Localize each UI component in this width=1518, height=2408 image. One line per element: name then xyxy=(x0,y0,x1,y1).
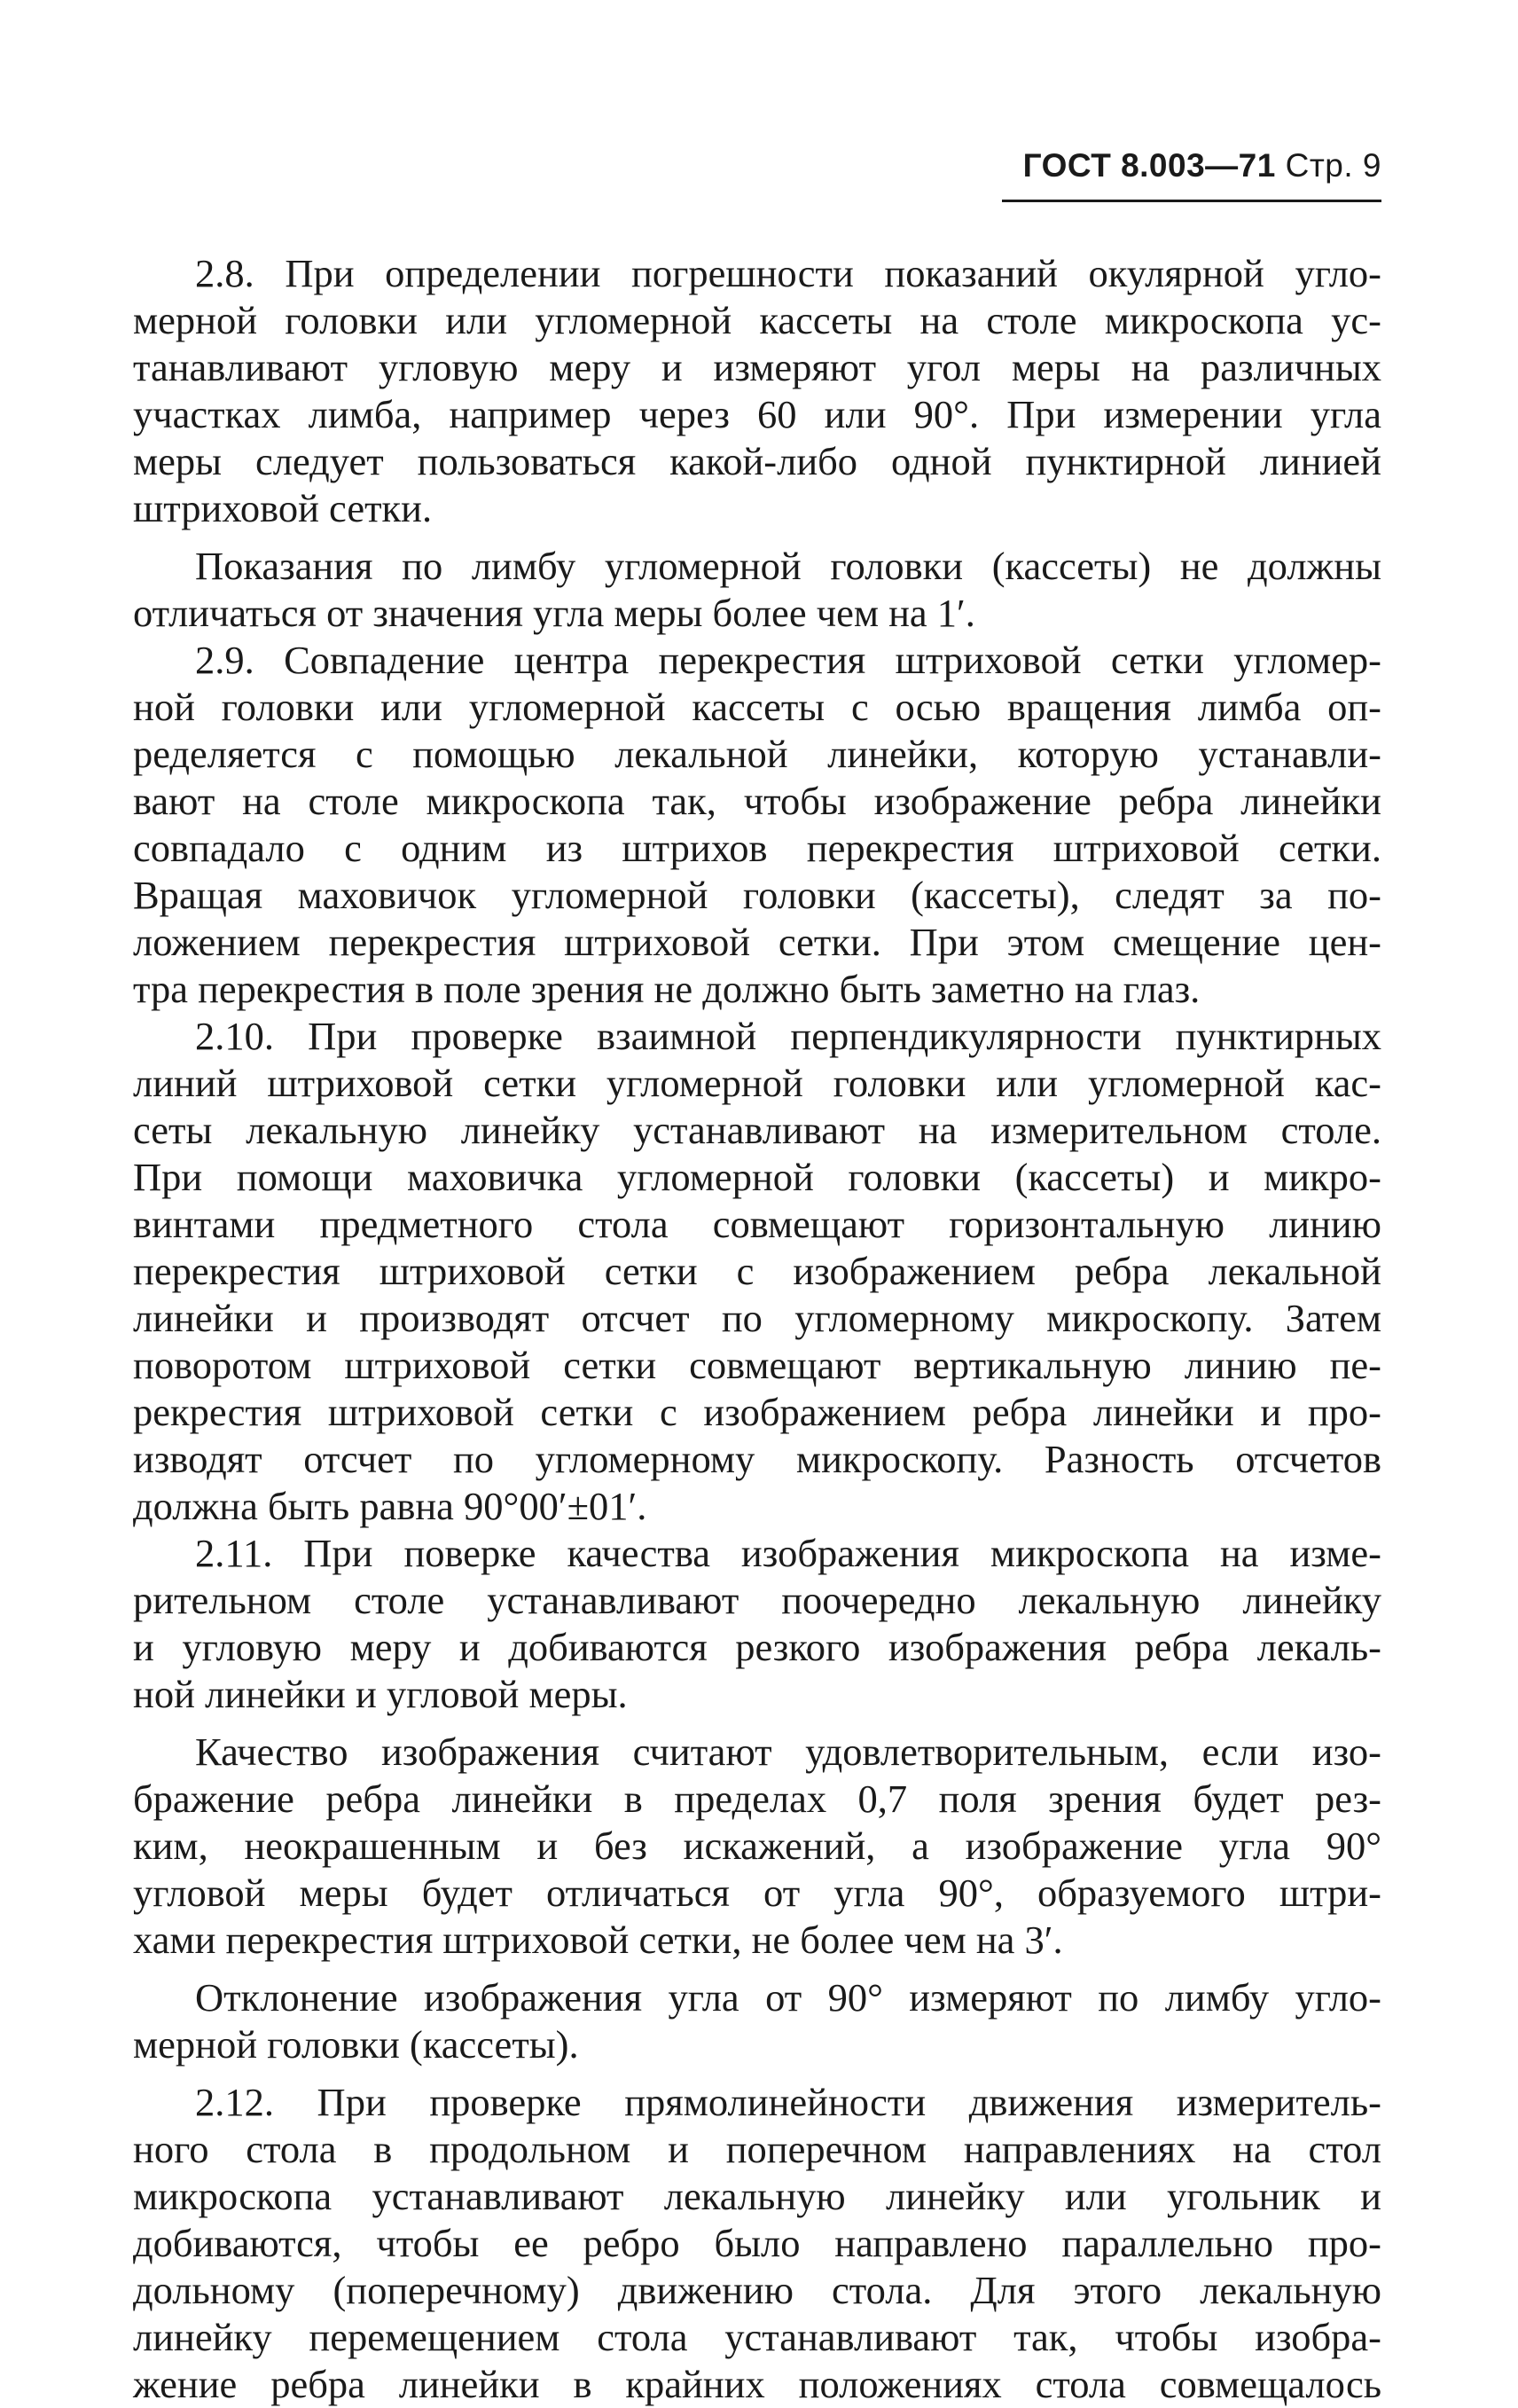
document-body xyxy=(133,250,1381,2408)
text-line: должна быть равна 90°00′±01′. xyxy=(133,1484,647,1528)
text-line: поворотом штриховой сетки совмещают вертикальную линию пе- xyxy=(133,1343,1381,1387)
paragraph-2-12 xyxy=(133,2079,1381,2408)
text-line: винтами предметного стола совмещают горизонтальную линию xyxy=(133,1202,1381,1246)
text-line: ного стола в продольном и поперечном направлениях на стол xyxy=(133,2127,1381,2171)
text-line: ким, неокрашенным и без искажений, а изображение угла 90° xyxy=(133,1824,1381,1868)
text-line: линий штриховой сетки угломерной головки или угломерной кас- xyxy=(133,1061,1381,1105)
paragraph-2-11 xyxy=(133,1530,1381,1718)
text-line: и угловую меру и добиваются резкого изображения ребра лекаль- xyxy=(133,1625,1381,1669)
page-number: Стр. 9 xyxy=(1285,147,1381,184)
text-line: сеты лекальную линейку устанавливают на измерительном столе. xyxy=(133,1108,1381,1152)
page-header xyxy=(1002,149,1381,182)
paragraph-2-9 xyxy=(133,637,1381,1013)
text-line: 2.10. При проверке взаимной перпендикулярности пунктирных xyxy=(195,1014,1381,1058)
text-line: ной линейки и угловой меры. xyxy=(133,1672,628,1716)
text-line: линейки и производят отсчет по угломерному микроскопу. Затем xyxy=(133,1296,1381,1340)
text-line: жение ребра линейки в крайних положениях стола совмещалось xyxy=(133,2362,1381,2406)
paragraph-quality xyxy=(133,1729,1381,1964)
paragraph-deviation xyxy=(133,1974,1381,2068)
text-line: ложением перекрестия штриховой сетки. При этом смещение цен- xyxy=(133,920,1381,964)
text-line: Показания по лимбу угломерной головки (кассеты) не должны xyxy=(195,544,1381,588)
text-line: ределяется с помощью лекальной линейки, которую устанавли- xyxy=(133,732,1381,776)
text-line: вают на столе микроскопа так, чтобы изображение ребра линейки xyxy=(133,779,1381,823)
text-line: тра перекрестия в поле зрения не должно быть заметно на глаз. xyxy=(133,967,1201,1011)
text-line: штриховой сетки. xyxy=(133,486,433,530)
paragraph-2-8 xyxy=(133,250,1381,532)
text-line: Вращая маховичок угломерной головки (кассеты), следят за по- xyxy=(133,873,1381,917)
text-line: рекрестия штриховой сетки с изображением ребра линейки и про- xyxy=(133,1390,1381,1434)
text-line: Отклонение изображения угла от 90° измеряют по лимбу угло- xyxy=(195,1975,1381,2020)
header-rule xyxy=(1002,200,1381,202)
text-line: 2.11. При поверке качества изображения микроскопа на изме- xyxy=(195,1531,1381,1575)
standard-number: ГОСТ 8.003—71 xyxy=(1022,147,1276,184)
text-line: мерной головки (кассеты). xyxy=(133,2022,579,2067)
text-line: линейку перемещением стола устанавливают так, чтобы изобра- xyxy=(133,2315,1381,2359)
text-line: изводят отсчет по угломерному микроскопу. Разность отсчетов xyxy=(133,1437,1381,1481)
text-line: меры следует пользоваться какой-либо одной пунктирной линией xyxy=(133,439,1381,483)
text-line: При помощи маховичка угломерной головки (кассеты) и микро- xyxy=(133,1155,1381,1199)
text-line: добиваются, чтобы ее ребро было направлено параллельно про- xyxy=(133,2221,1381,2265)
text-line: дольному (поперечному) движению стола. Для этого лекальную xyxy=(133,2268,1381,2312)
text-line: отличаться от значения угла меры более чем на 1′. xyxy=(133,591,975,635)
text-line: мерной головки или угломерной кассеты на столе микроскопа ус- xyxy=(133,298,1381,342)
text-line: 2.12. При проверке прямолинейности движения измеритель- xyxy=(195,2080,1381,2124)
paragraph-2-10 xyxy=(133,1013,1381,1530)
text-line: бражение ребра линейки в пределах 0,7 поля зрения будет рез- xyxy=(133,1777,1381,1821)
text-line: угловой меры будет отличаться от угла 90°, образуемого штри- xyxy=(133,1871,1381,1915)
text-line: перекрестия штриховой сетки с изображением ребра лекальной xyxy=(133,1249,1381,1293)
text-line: участках лимба, например через 60 или 90°. При измерении угла xyxy=(133,392,1381,436)
text-line: Качество изображения считают удовлетворительным, если изо- xyxy=(195,1730,1381,1774)
text-line: 2.8. При определении погрешности показаний окулярной угло- xyxy=(195,251,1381,295)
text-line: микроскопа устанавливают лекальную линейку или угольник и xyxy=(133,2174,1381,2218)
text-line: ной головки или угломерной кассеты с осью вращения лимба оп- xyxy=(133,685,1381,729)
text-line: 2.9. Совпадение центра перекрестия штриховой сетки угломер- xyxy=(195,638,1381,682)
text-line: совпадало с одним из штрихов перекрестия штриховой сетки. xyxy=(133,826,1381,870)
text-line: танавливают угловую меру и измеряют угол меры на различных xyxy=(133,345,1381,389)
text-line: рительном столе устанавливают поочередно лекальную линейку xyxy=(133,1578,1381,1622)
text-line: хами перекрестия штриховой сетки, не более чем на 3′. xyxy=(133,1918,1063,1962)
paragraph-readings xyxy=(133,543,1381,637)
